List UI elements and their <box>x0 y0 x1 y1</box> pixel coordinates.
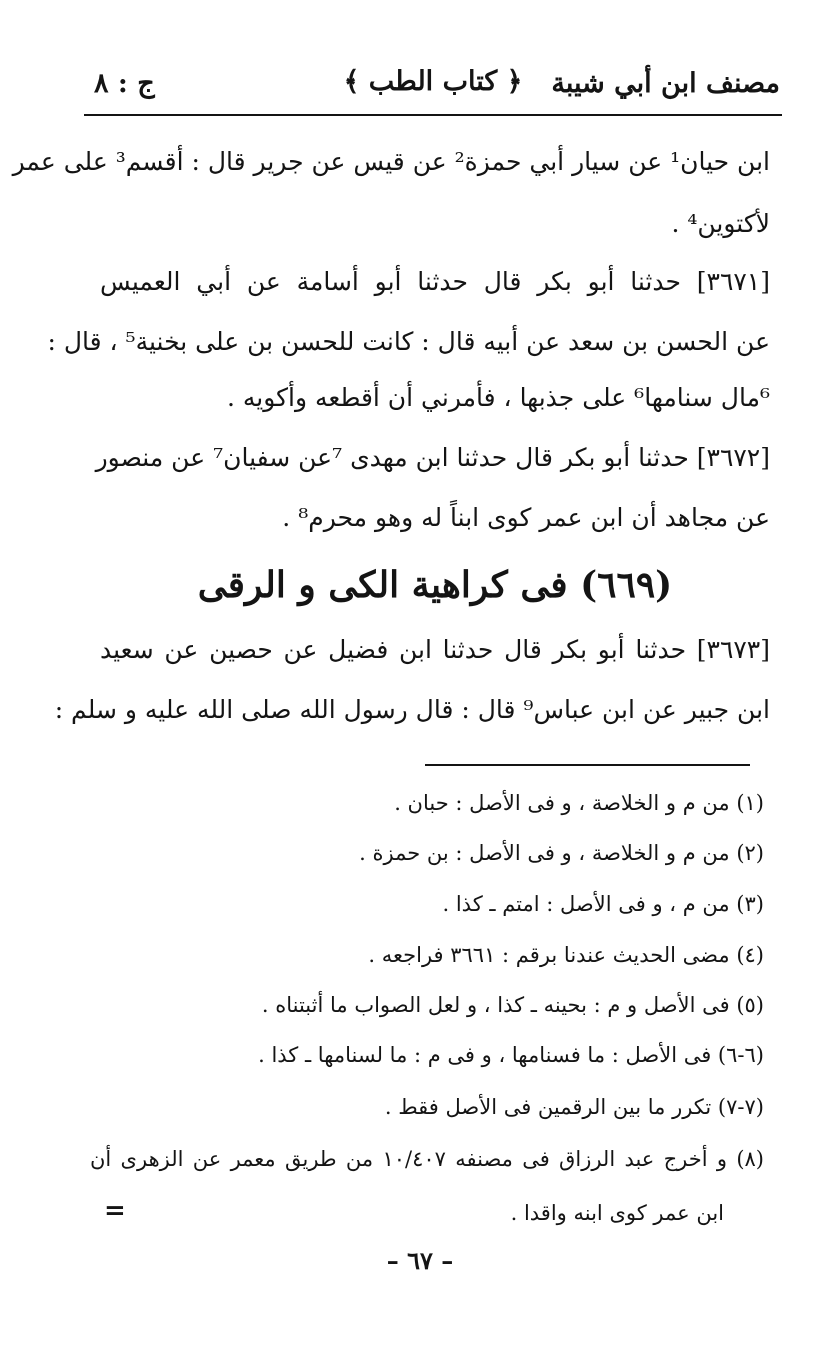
hadith-3672-line-1: [٣٦٧٢] حدثنا أبو بكر قال حدثنا ابن مهدى ⁷عن سفيان⁷ عن منصور <box>95 443 770 472</box>
footnote-3: (٣) من م ، و فى الأصل : امتم ـ كذا . <box>442 892 764 916</box>
section-heading: (٦٦٩) فى كراهية الكى و الرقى <box>197 564 673 606</box>
footnote-5: (٥) فى الأصل و م : بحينه ـ كذا ، و لعل الصواب ما أثبتناه . <box>261 993 764 1017</box>
hadith-3673-line-1: [٣٦٧٣] حدثنا أبو بكر قال حدثنا ابن فضيل عن حصين عن سعيد <box>100 635 770 664</box>
book-title: مصنف ابن أبي شيبة <box>551 68 780 99</box>
footnote-6: (٦-٦) فى الأصل : ما فسنامها ، و فى م : ما لسنامها ـ كذا . <box>258 1043 764 1067</box>
hadith-3671-line-3: ⁶مال سنامها⁶ على جذبها ، فأمرني أن أقطعه وأكويه . <box>226 383 770 412</box>
text-line-1: ابن حيان¹ عن سيار أبي حمزة² عن قيس عن جرير قال : أقسم³ على عمر <box>12 147 770 176</box>
hadith-3671-line-1: [٣٦٧١] حدثنا أبو بكر قال حدثنا أبو أسامة عن أبي العميس <box>100 267 770 296</box>
footnote-8: (٨) و أخرج عبد الرزاق فى مصنفه ١٠/٤٠٧ من طريق معمر عن الزهرى أن <box>90 1147 764 1171</box>
footnote-8-continued: ابن عمر كوى ابنه واقدا . <box>510 1201 724 1225</box>
continuation-mark: = <box>104 1196 126 1226</box>
footnote-7: (٧-٧) تكرر ما بين الرقمين فى الأصل فقط . <box>384 1095 764 1119</box>
page-number: – ٦٧ – <box>386 1246 454 1275</box>
text-line-2: لأكتوين⁴ . <box>671 209 770 238</box>
hadith-3672-line-2: عن مجاهد أن ابن عمر كوى ابناً له وهو محرم⁸ . <box>282 503 770 532</box>
footnote-2: (٢) من م و الخلاصة ، و فى الأصل : بن حمزة . <box>359 841 764 865</box>
hadith-3673-line-2: ابن جبير عن ابن عباس⁹ قال : قال رسول الله صلى الله عليه و سلم : <box>54 695 770 724</box>
footnote-1: (١) من م و الخلاصة ، و فى الأصل : حبان . <box>394 791 764 815</box>
volume-number: ج : ٨ <box>94 68 155 99</box>
footnote-separator <box>425 764 750 766</box>
page-header <box>86 62 780 112</box>
hadith-3671-line-2: عن الحسن بن سعد عن أبيه قال : كانت للحسن بن على بخنية⁵ ، قال : <box>47 327 770 356</box>
header-rule <box>84 114 782 116</box>
chapter-title: ﴿ كتاب الطب ﴾ <box>343 66 523 97</box>
footnote-4: (٤) مضى الحديث عندنا برقم : ٣٦٦١ فراجعه . <box>368 943 764 967</box>
